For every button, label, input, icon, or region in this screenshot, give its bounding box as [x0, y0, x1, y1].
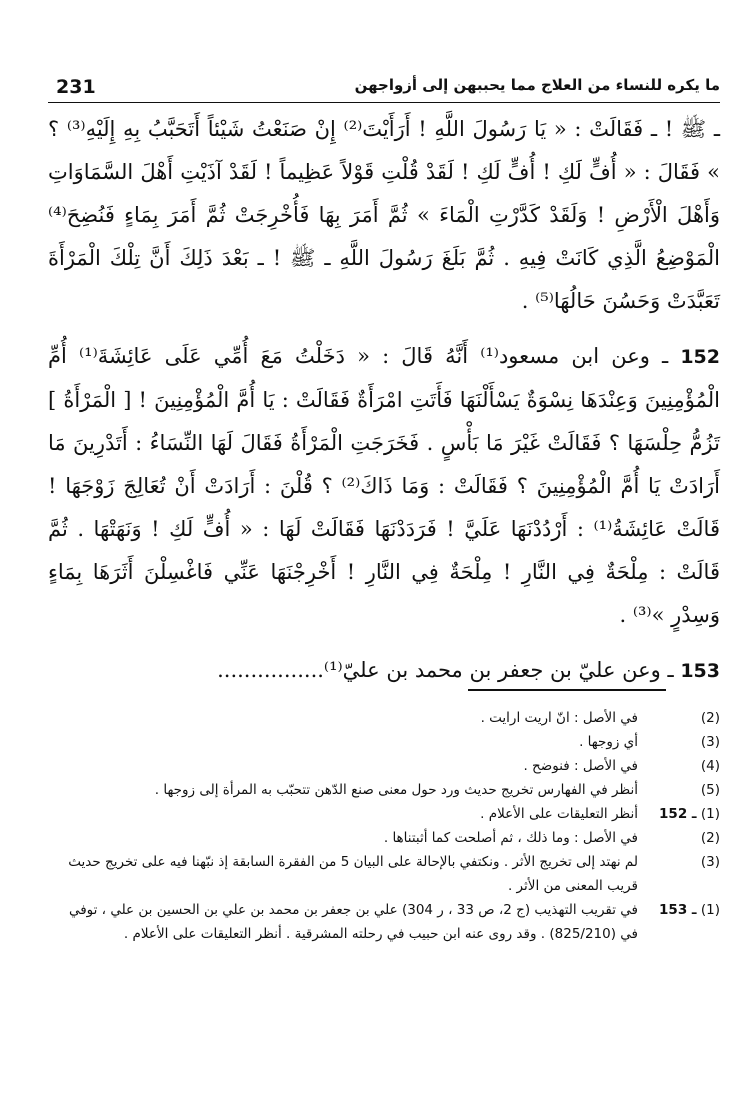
- footnote-label: [638, 706, 720, 730]
- footnote-group-number: 153 ـ: [659, 902, 697, 918]
- footnote-label: [638, 826, 720, 850]
- footnote-item: [48, 802, 720, 826]
- footnote-item: [48, 850, 720, 898]
- footnote-label: [638, 802, 720, 826]
- footnote-number: (5): [700, 782, 720, 798]
- footnote-label: [638, 730, 720, 754]
- paragraph-151-continued: [48, 108, 720, 323]
- footnote-number: (3): [700, 734, 720, 750]
- footnote-item: [48, 754, 720, 778]
- footnote-item: [48, 730, 720, 754]
- paragraph-153: [48, 649, 720, 693]
- footnote-label: [638, 850, 720, 874]
- footnote-text: في تقريب التهذيب (ج 2، ص 33 ، ر 304) علي بن جعفر بن محمد بن علي بن الحسين بن علي ، توفي في (825/210) . وقد روى عنه ابن حبيب في رحلته المشرقية . أنظر التعليقات على الأعلام .: [68, 902, 638, 942]
- footnote-number: (2): [700, 710, 720, 726]
- footnote-text: في الأصل : وما ذلك ، ثم أصلحت كما أثبتناها .: [383, 830, 638, 846]
- main-text: [48, 108, 720, 705]
- hadith-number: 153: [680, 660, 720, 682]
- footnote-group-number: 152 ـ: [659, 806, 697, 822]
- running-title: ما يكره للنساء من العلاج مما يحببهن إلى أزواجهن: [354, 76, 720, 94]
- footnote-item: [48, 778, 720, 802]
- footnote-text: أنظر في الفهارس تخريج حديث ورد حول معنى صنع الدّهن تتحبّب به المرأة إلى زوجها .: [154, 782, 638, 798]
- footnote-separator: [468, 689, 666, 691]
- footnote-text: لم نهتد إلى تخريج الأثر . ونكتفي بالإحالة على البيان 5 من الفقرة السابقة إذ نبّهنا فيه على تخريج حديث قريب المعنى من الأثر .: [68, 854, 638, 894]
- footnote-label: [638, 898, 720, 922]
- footnotes: [48, 706, 720, 946]
- paragraph-152: [48, 335, 720, 637]
- ellipsis-dots: ................: [217, 658, 324, 682]
- header-rule: [48, 102, 720, 103]
- footnote-number: (4): [700, 758, 720, 774]
- footnote-number: (1): [700, 902, 720, 918]
- paragraph-text: ـ ﷺ ! ـ فَقَالَتْ : « يَا رَسُولَ اللَّهِ ! أَرَأَيْتَ⁽²⁾ إِنْ صَنَعْتُ شَيْئاً أَتَحَبَّبُ بِهِ إِلَيْهِ⁽³⁾ ؟ » فَقَالَ : « أُفٍّ لَكِ ! أُفٍّ لَكِ ! لَقَدْ قُلْتِ قَوْلاً عَظِيماً ! لَقَدْ آذَيْتِ أَهْلَ السَّمَاوَاتِ وَأَهْلَ الْأَرْضِ ! وَلَقَدْ كَدَّرْتِ الْمَاءَ » ثُمَّ أَمَرَ بِهَا فَأُخْرِجَتْ ثُمَّ أَمَرَ بِمَاءٍ فَنُضِحَ⁽⁴⁾ الْمَوْضِعُ الَّذِي كَانَتْ فِيهِ . ثُمَّ بَلَغَ رَسُولَ اللَّهِ ـ ﷺ ! ـ بَعْدَ ذَلِكَ أَنَّ تِلْكَ الْمَرْأَةَ تَعَبَّدَتْ وَحَسُنَ حَالُهَا⁽⁵⁾ .: [48, 117, 720, 313]
- footnote-text: في الأصل : انّ اريت ارايت .: [480, 710, 638, 726]
- footnote-item: [48, 898, 720, 946]
- footnote-text: أنظر التعليقات على الأعلام .: [480, 806, 638, 822]
- hadith-number: 152: [680, 346, 720, 368]
- footnote-item: [48, 826, 720, 850]
- footnote-text: في الأصل : فنوضح .: [523, 758, 638, 774]
- footnote-number: (1): [700, 806, 720, 822]
- footnote-text: أي زوجها .: [579, 734, 638, 750]
- footnote-item: [48, 706, 720, 730]
- footnote-label: [638, 778, 720, 802]
- page-number: 231: [56, 76, 96, 98]
- footnote-label: [638, 754, 720, 778]
- footnote-number: (2): [700, 830, 720, 846]
- footnote-number: (3): [700, 854, 720, 870]
- paragraph-text: ـ وعن عليّ بن جعفر بن محمد بن عليّ⁽¹⁾: [323, 658, 674, 682]
- paragraph-text: ـ وعن ابن مسعود⁽¹⁾ أَنَّهُ قَالَ : « دَخَلْتُ مَعَ أُمِّي عَلَى عَائِشَةَ⁽¹⁾ أُمِّ الْمُؤْمِنِينَ وَعِنْدَهَا نِسْوَةٌ يَسْأَلْنَهَا فَأَتَتِ امْرَأَةٌ فَقَالَتْ : يَا أُمَّ الْمُؤْمِنِينَ ! [ الْمَرْأَةُ ] تَزُمُّ حِلْسَهَا ؟ فَقَالَتْ غَيْرَ مَا بَأْسٍ . فَخَرَجَتِ الْمَرْأَةُ فَقَالَ لَهَا النِّسَاءُ : أَتَدْرِينَ مَا أَرَادَتْ يَا أُمَّ الْمُؤْمِنِينَ ؟ فَقَالَتْ : وَمَا ذَاكَ⁽²⁾ ؟ قُلْنَ : أَرَادَتْ أَنْ تُعَالِجَ زَوْجَهَا ! قَالَتْ عَائِشَةُ⁽¹⁾ : أَرْدُدْنَهَا عَلَيَّ ! فَرَدَدْنَهَا فَقَالَتْ لَهَا : « أُفٍّ لَكِ ! وَنَهَتْهَا . ثُمَّ قَالَتْ : مِلْحَةٌ فِي النَّارِ ! مِلْحَةٌ فِي النَّارِ ! أَخْرِجْنَهَا عَنِّي فَاغْسِلْنَ أَثَرَهَا بِمَاءٍ وَسِدْرٍ »⁽³⁾ .: [48, 344, 720, 627]
